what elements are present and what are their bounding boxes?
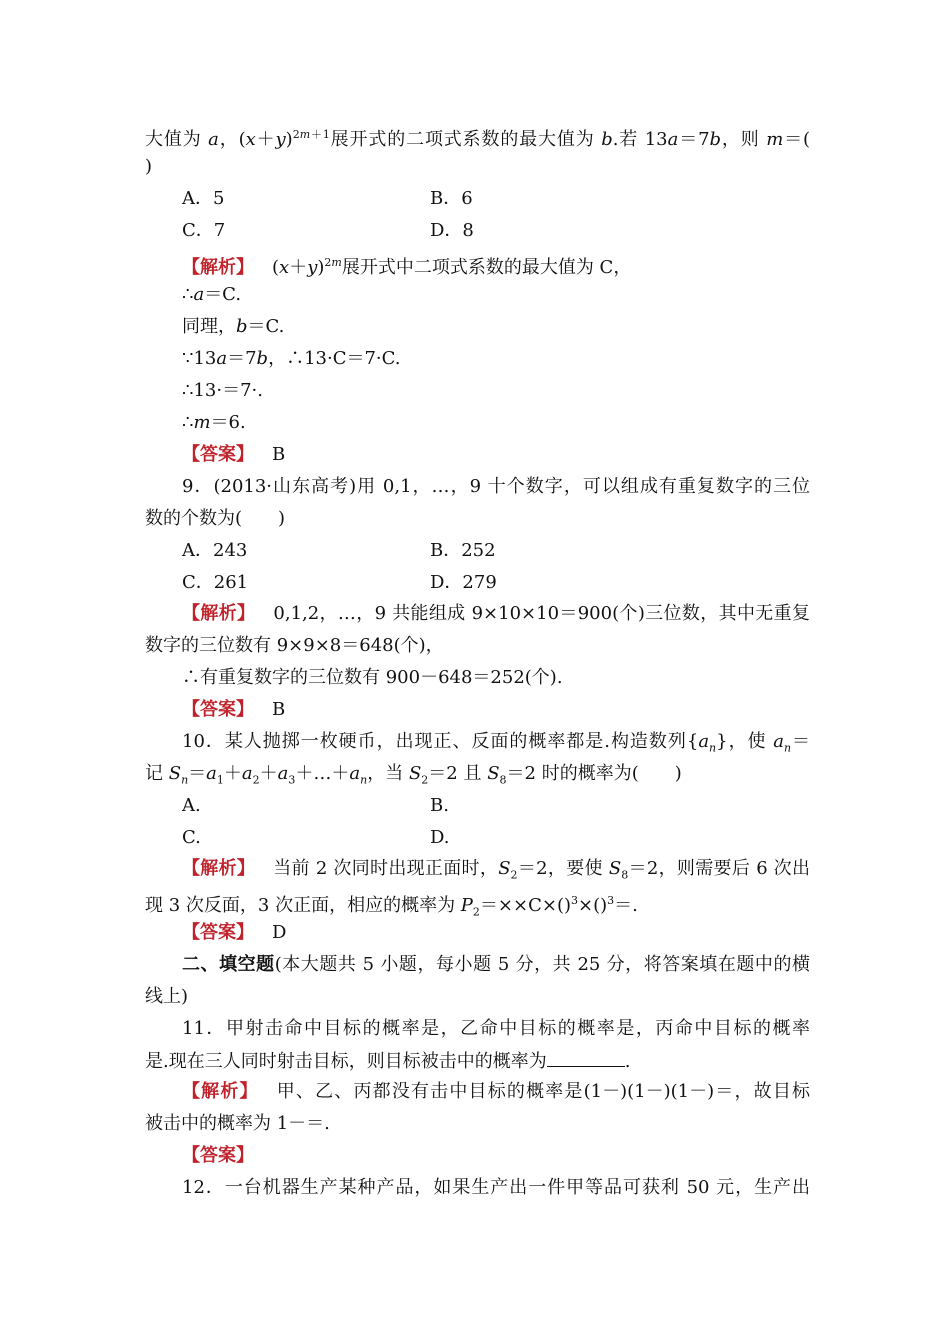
answer-tag: 【答案】	[182, 699, 254, 720]
q9-options-row2	[182, 572, 847, 594]
q10-option-a: A.	[182, 795, 201, 816]
q8-option-c: C．7	[182, 220, 226, 241]
q9-option-c: C．261	[182, 572, 249, 593]
answer-tag: 【答案】	[182, 444, 254, 465]
answer-value: D	[272, 922, 287, 943]
q9-stem-line1: 9．(2013·山东高考)用 0,1，…，9 十个数字，可以组成有重复数字的三位	[182, 476, 810, 497]
q11-analysis-line2: 被击中的概率为 1－＝.	[145, 1113, 330, 1134]
analysis-tag: 【解析】	[182, 257, 254, 278]
q11-stem-line1: 11．甲射击命中目标的概率是，乙命中目标的概率是，丙命中目标的概率	[182, 1018, 810, 1039]
section-2-heading-line2: 线上)	[145, 986, 189, 1007]
q8-analysis-line5: ∴13·＝7·.	[182, 380, 263, 401]
q11-answer	[182, 1145, 847, 1167]
answer-value: B	[272, 699, 286, 720]
q10-analysis-line1: 【解析】 当前 2 次同时出现正面时，$S_2=2$，要使 $S_8=2$，则需要后 6 次出	[182, 858, 810, 882]
q8-options-row1	[182, 188, 847, 210]
q9-analysis-line3: ∴有重复数字的三位数有 900－648＝252(个).	[182, 667, 563, 688]
q12-stem-line1: 12．一台机器生产某种产品，如果生产出一件甲等品可获利 50 元，生产出	[182, 1177, 810, 1198]
q10-option-c: C.	[182, 827, 201, 848]
q11-analysis-text: 甲、乙、丙都没有击中目标的概率是(1－)(1－)(1－)＝，故目标	[276, 1081, 811, 1102]
q8-option-a: A．5	[182, 188, 225, 209]
q10-options-row2	[182, 827, 847, 849]
q9-answer	[182, 699, 847, 721]
q10-stem-line2: 记 $S_n=a_1+a_2+a_3+\dots+a_n$，当 $S_2=2$ 且 $S_8=2$ 时的概率为( )	[145, 763, 682, 787]
q8-analysis-line3: 同理，b＝C.	[182, 316, 285, 337]
q8-stem-line1: 大值为 a，$(x+y)^{2m+1}$展开式的二项式系数的最大值为 b.若 13a＝7b，则 m＝(	[145, 128, 810, 150]
q9-option-d: D．279	[430, 572, 497, 593]
q9-option-b: B．252	[430, 540, 496, 561]
q8-option-d: D．8	[430, 220, 474, 241]
q10-analysis-line2: 现 3 次反面，3 次正面，相应的概率为 $P_2=\times\times C\times()^3\times()^3=$.	[145, 894, 638, 919]
q8-analysis-line4: ∵13a＝7b，∴13·C＝7·C.	[182, 348, 401, 369]
analysis-tag: 【解析】	[182, 603, 256, 624]
answer-blank[interactable]	[547, 1050, 625, 1067]
q9-stem-line2: 数的个数为( )	[145, 508, 286, 529]
q9-options-row1	[182, 540, 847, 562]
q9-option-a: A．243	[182, 540, 248, 561]
q10-option-b: B.	[430, 795, 449, 816]
q9-analysis-line2: 数字的三位数有 9×9×8＝648(个)，	[145, 635, 444, 656]
q10-stem-line1: 10．某人抛掷一枚硬币，出现正、反面的概率都是.构造数列$\{a_n\}$，使 $a_n=$	[182, 731, 811, 755]
q11-stem-line2: 是.现在三人同时射击目标，则目标被击中的概率为 .	[145, 1051, 631, 1072]
q10-options-row1	[182, 795, 847, 817]
q10-option-d: D.	[430, 827, 450, 848]
q10-answer	[182, 922, 847, 944]
q8-analysis-line1: 【解析】 $(x+y)^{2m}$展开式中二项式系数的最大值为 C，	[182, 256, 632, 278]
q8-analysis-line2: ∴a＝C.	[182, 284, 242, 305]
answer-value: B	[272, 444, 286, 465]
q11-stem-text: 是.现在三人同时射击目标，则目标被击中的概率为	[145, 1051, 547, 1072]
q11-analysis-line1	[182, 1081, 810, 1103]
q9-analysis-line1	[182, 603, 810, 625]
answer-tag: 【答案】	[182, 1145, 254, 1166]
answer-tag: 【答案】	[182, 922, 254, 943]
q8-options-row2	[182, 220, 847, 242]
analysis-tag: 【解析】	[182, 858, 256, 879]
section-2-heading: 二、填空题(本大题共 5 小题，每小题 5 分，共 25 分，将答案填在题中的横	[182, 954, 811, 975]
q8-option-b: B．6	[430, 188, 473, 209]
q8-analysis-line6: ∴m＝6.	[182, 412, 246, 433]
q9-analysis-text: 0,1,2，…，9 共能组成 9×10×10＝900(个)三位数，其中无重复	[273, 603, 810, 624]
q8-answer	[182, 444, 847, 466]
analysis-tag: 【解析】	[182, 1081, 259, 1102]
q8-stem-line2: )	[145, 156, 153, 177]
